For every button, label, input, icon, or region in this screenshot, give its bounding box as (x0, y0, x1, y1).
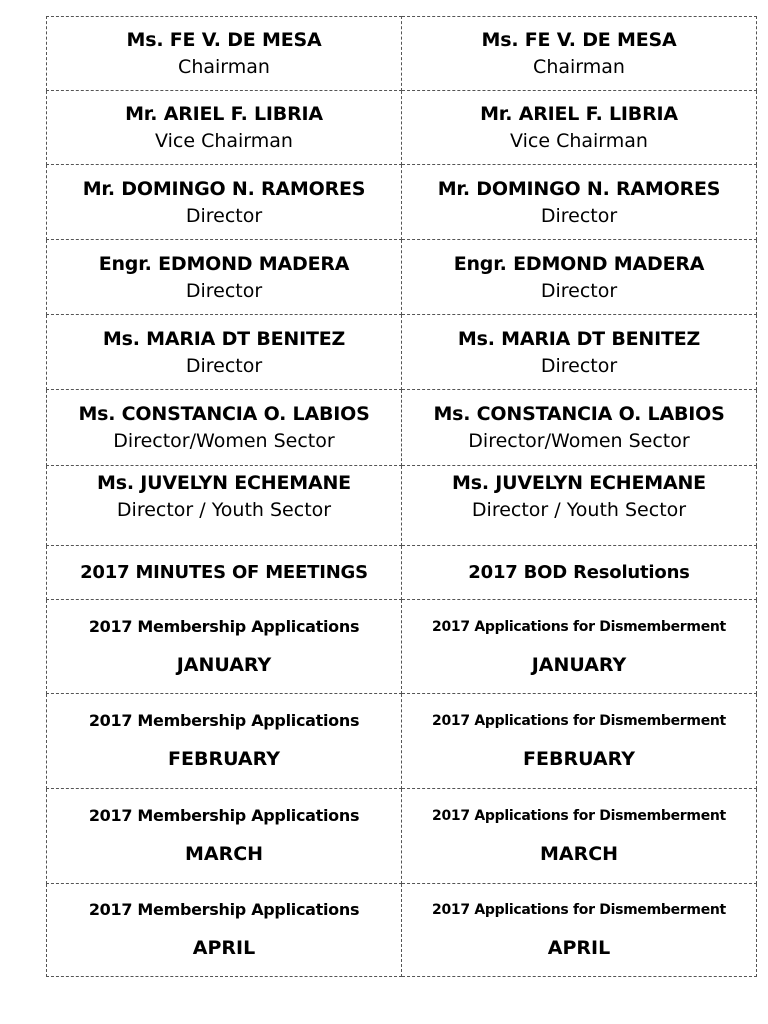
membership-caption: 2017 Membership Applications (88, 616, 360, 636)
month-label: APRIL (192, 937, 256, 959)
officer-row (47, 315, 757, 390)
officer-label (47, 91, 402, 165)
application-row (47, 789, 757, 884)
officer-position: Director / Youth Sector (471, 499, 687, 521)
dismemberment-label (402, 694, 757, 789)
membership-label (47, 884, 402, 977)
officer-label (402, 390, 757, 466)
officer-name: Mr. ARIEL F. LIBRIA (125, 103, 323, 125)
membership-caption: 2017 Membership Applications (88, 806, 360, 825)
label-sheet (46, 16, 755, 977)
officer-position: Director (185, 279, 263, 302)
officer-label (402, 466, 757, 546)
officer-name: Engr. EDMOND MADERA (98, 252, 350, 275)
officer-label (402, 165, 757, 240)
membership-label (47, 600, 402, 694)
dismemberment-caption: 2017 Applications for Dismemberment (432, 713, 726, 729)
dismemberment-caption: 2017 Applications for Dismemberment (432, 618, 726, 635)
officer-name: Ms. MARIA DT BENITEZ (102, 327, 346, 350)
officer-name: Ms. MARIA DT BENITEZ (457, 327, 701, 350)
officer-row (47, 466, 757, 546)
officer-name: Ms. CONSTANCIA O. LABIOS (433, 403, 725, 425)
dismemberment-caption: 2017 Applications for Dismemberment (432, 808, 726, 824)
officer-position: Director (540, 354, 618, 377)
membership-caption: 2017 Membership Applications (88, 900, 360, 919)
month-label: FEBRUARY (168, 748, 280, 770)
month-label: APRIL (547, 937, 611, 959)
officer-label (47, 466, 402, 546)
month-label: MARCH (539, 843, 619, 865)
minutes-heading: 2017 MINUTES OF MEETINGS (80, 562, 368, 583)
dismemberment-label (402, 600, 757, 694)
officer-row (47, 240, 757, 315)
officer-name: Mr. ARIEL F. LIBRIA (480, 103, 678, 125)
officer-position: Vice Chairman (510, 130, 648, 152)
officer-name: Engr. EDMOND MADERA (453, 252, 705, 275)
month-label: JANUARY (531, 653, 627, 676)
officer-position: Vice Chairman (155, 130, 293, 152)
officer-position: Director (185, 204, 263, 227)
dismemberment-caption: 2017 Applications for Dismemberment (432, 902, 726, 918)
officer-name: Mr. DOMINGO N. RAMORES (437, 177, 721, 200)
officer-position: Director (540, 204, 618, 227)
officer-label (402, 315, 757, 390)
officer-position: Director/Women Sector (113, 430, 335, 452)
officer-row (47, 17, 757, 91)
officer-position: Director/Women Sector (468, 430, 690, 452)
officer-row (47, 165, 757, 240)
officer-name: Ms. JUVELYN ECHEMANE (452, 472, 706, 494)
officer-position: Director (540, 279, 618, 302)
officer-position: Chairman (533, 56, 625, 78)
dismemberment-label (402, 789, 757, 884)
month-label: MARCH (184, 843, 264, 865)
officer-position: Director / Youth Sector (116, 499, 332, 521)
label-grid (46, 16, 757, 977)
membership-caption: 2017 Membership Applications (88, 711, 360, 730)
officer-row (47, 390, 757, 466)
heading-row (47, 546, 757, 600)
membership-label (47, 789, 402, 884)
dismemberment-label (402, 884, 757, 977)
officer-label (47, 165, 402, 240)
application-row (47, 884, 757, 977)
month-label: FEBRUARY (523, 748, 635, 770)
officer-name: Ms. JUVELYN ECHEMANE (97, 472, 351, 494)
resolutions-heading: 2017 BOD Resolutions (468, 562, 690, 583)
officer-label (402, 17, 757, 91)
officer-position: Director (185, 354, 263, 377)
month-label: JANUARY (176, 653, 272, 676)
officer-name: Mr. DOMINGO N. RAMORES (82, 177, 366, 200)
officer-label (47, 240, 402, 315)
officer-name: Ms. FE V. DE MESA (126, 29, 322, 51)
minutes-label (47, 546, 402, 600)
application-row (47, 600, 757, 694)
officer-position: Chairman (178, 56, 270, 78)
officer-label (47, 390, 402, 466)
application-row (47, 694, 757, 789)
officer-row (47, 91, 757, 165)
officer-name: Ms. FE V. DE MESA (481, 29, 677, 51)
officer-label (402, 240, 757, 315)
officer-label (47, 315, 402, 390)
resolutions-label (402, 546, 757, 600)
officer-name: Ms. CONSTANCIA O. LABIOS (78, 403, 370, 425)
membership-label (47, 694, 402, 789)
officer-label (402, 91, 757, 165)
officer-label (47, 17, 402, 91)
